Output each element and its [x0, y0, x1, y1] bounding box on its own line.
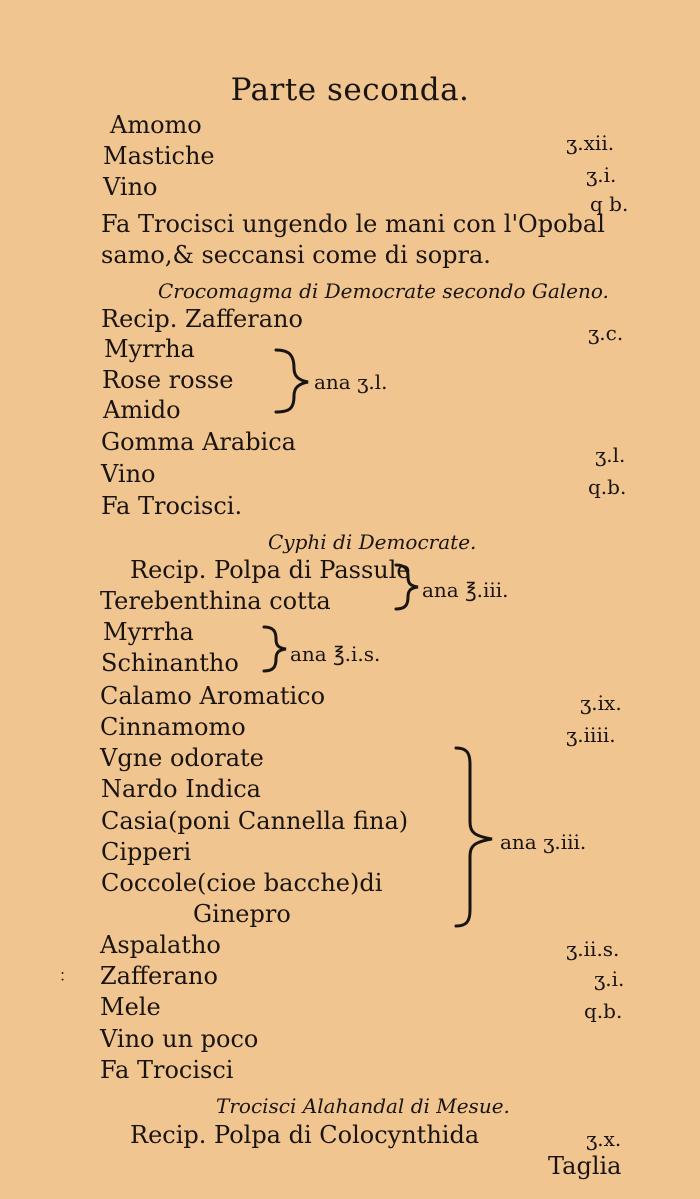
- quantity-zafferano: ʒ.i.: [594, 967, 625, 991]
- quantity-gomma-arabica: ʒ.l.: [595, 443, 626, 467]
- curly-brace-icon: [392, 562, 422, 612]
- curly-brace-icon: [452, 742, 502, 932]
- quantity-amomo: ʒ.xii.: [566, 131, 615, 155]
- ingredient-gomma-arabica: Gomma Arabica: [101, 428, 296, 456]
- instruction-line: samo,& seccansi come di sopra.: [101, 241, 491, 269]
- brace-quantity: ana ʒ.iii.: [500, 830, 587, 854]
- quantity-calamo: ʒ.ix.: [580, 691, 622, 715]
- brace-quantity: ana ℥.iii.: [422, 578, 509, 602]
- curly-brace-icon: [272, 346, 316, 416]
- ingredient-calamo: Calamo Aromatico: [100, 682, 326, 710]
- ingredient-aspalatho: Aspalatho: [100, 931, 221, 959]
- ingredient-cipperi: Cipperi: [101, 838, 192, 866]
- quantity-cinnamomo: ʒ.iiii.: [566, 723, 616, 747]
- ingredient-polpa-colocynthida: Recip. Polpa di Colocynthida: [130, 1121, 480, 1149]
- ingredient-rose-rosse: Rose rosse: [102, 366, 234, 394]
- curly-brace-icon: [260, 624, 290, 674]
- ingredient-myrrha: Myrrha: [104, 335, 195, 363]
- ingredient-amomo: Amomo: [110, 111, 202, 139]
- brace-quantity: ana ℥.i.s.: [290, 642, 381, 666]
- recipe-heading: Crocomagma di Democrate secondo Galeno.: [158, 279, 609, 303]
- ingredient-zafferano: Recip. Zafferano: [101, 305, 303, 333]
- quantity-zafferano: ʒ.c.: [588, 321, 624, 345]
- quantity-aspalatho: ʒ.ii.s.: [566, 937, 620, 961]
- quantity-mastiche: ʒ.i.: [586, 163, 617, 187]
- page-title: Parte seconda.: [230, 72, 470, 108]
- ingredient-amido: Amido: [103, 396, 181, 424]
- quantity-mele: q.b.: [584, 999, 623, 1023]
- quantity-vino: q b.: [590, 192, 629, 216]
- ingredient-mele: Mele: [100, 993, 161, 1021]
- ingredient-casia: Casia(poni Cannella fina): [101, 807, 409, 835]
- instruction-line: Fa Trocisci ungendo le mani con l'Opobal: [101, 210, 605, 238]
- instruction-line: Fa Trocisci.: [101, 492, 243, 520]
- recipe-heading: Cyphi di Democrate.: [268, 530, 477, 554]
- ingredient-zafferano: Zafferano: [100, 962, 218, 990]
- ingredient-myrrha: Myrrha: [103, 618, 194, 646]
- ingredient-polpa-passule: Recip. Polpa di Passule: [130, 556, 411, 584]
- ingredient-ginepro: Ginepro: [193, 900, 291, 928]
- ingredient-nardo-indica: Nardo Indica: [101, 775, 261, 803]
- ingredient-vino: Vino: [101, 460, 156, 488]
- catchword: Taglia: [548, 1152, 622, 1180]
- quantity-polpa-colocynthida: ʒ.x.: [586, 1127, 622, 1151]
- ingredient-mastiche: Mastiche: [103, 142, 215, 170]
- recipe-heading: Trocisci Alahandal di Mesue.: [216, 1094, 510, 1118]
- ingredient-vgne-odorate: Vgne odorate: [100, 744, 264, 772]
- brace-quantity: ana ʒ.l.: [314, 370, 388, 394]
- quantity-vino: q.b.: [588, 475, 627, 499]
- instruction-line: Fa Trocisci: [100, 1056, 234, 1084]
- ingredient-coccole: Coccole(cioe bacche)di: [101, 869, 383, 897]
- ingredient-cinnamomo: Cinnamomo: [100, 713, 246, 741]
- ingredient-terebenthina: Terebenthina cotta: [100, 587, 331, 615]
- ingredient-schinantho: Schinantho: [101, 649, 239, 677]
- ingredient-vino-un-poco: Vino un poco: [100, 1025, 259, 1053]
- ingredient-vino: Vino: [103, 173, 158, 201]
- ink-speck: ˸: [60, 968, 66, 989]
